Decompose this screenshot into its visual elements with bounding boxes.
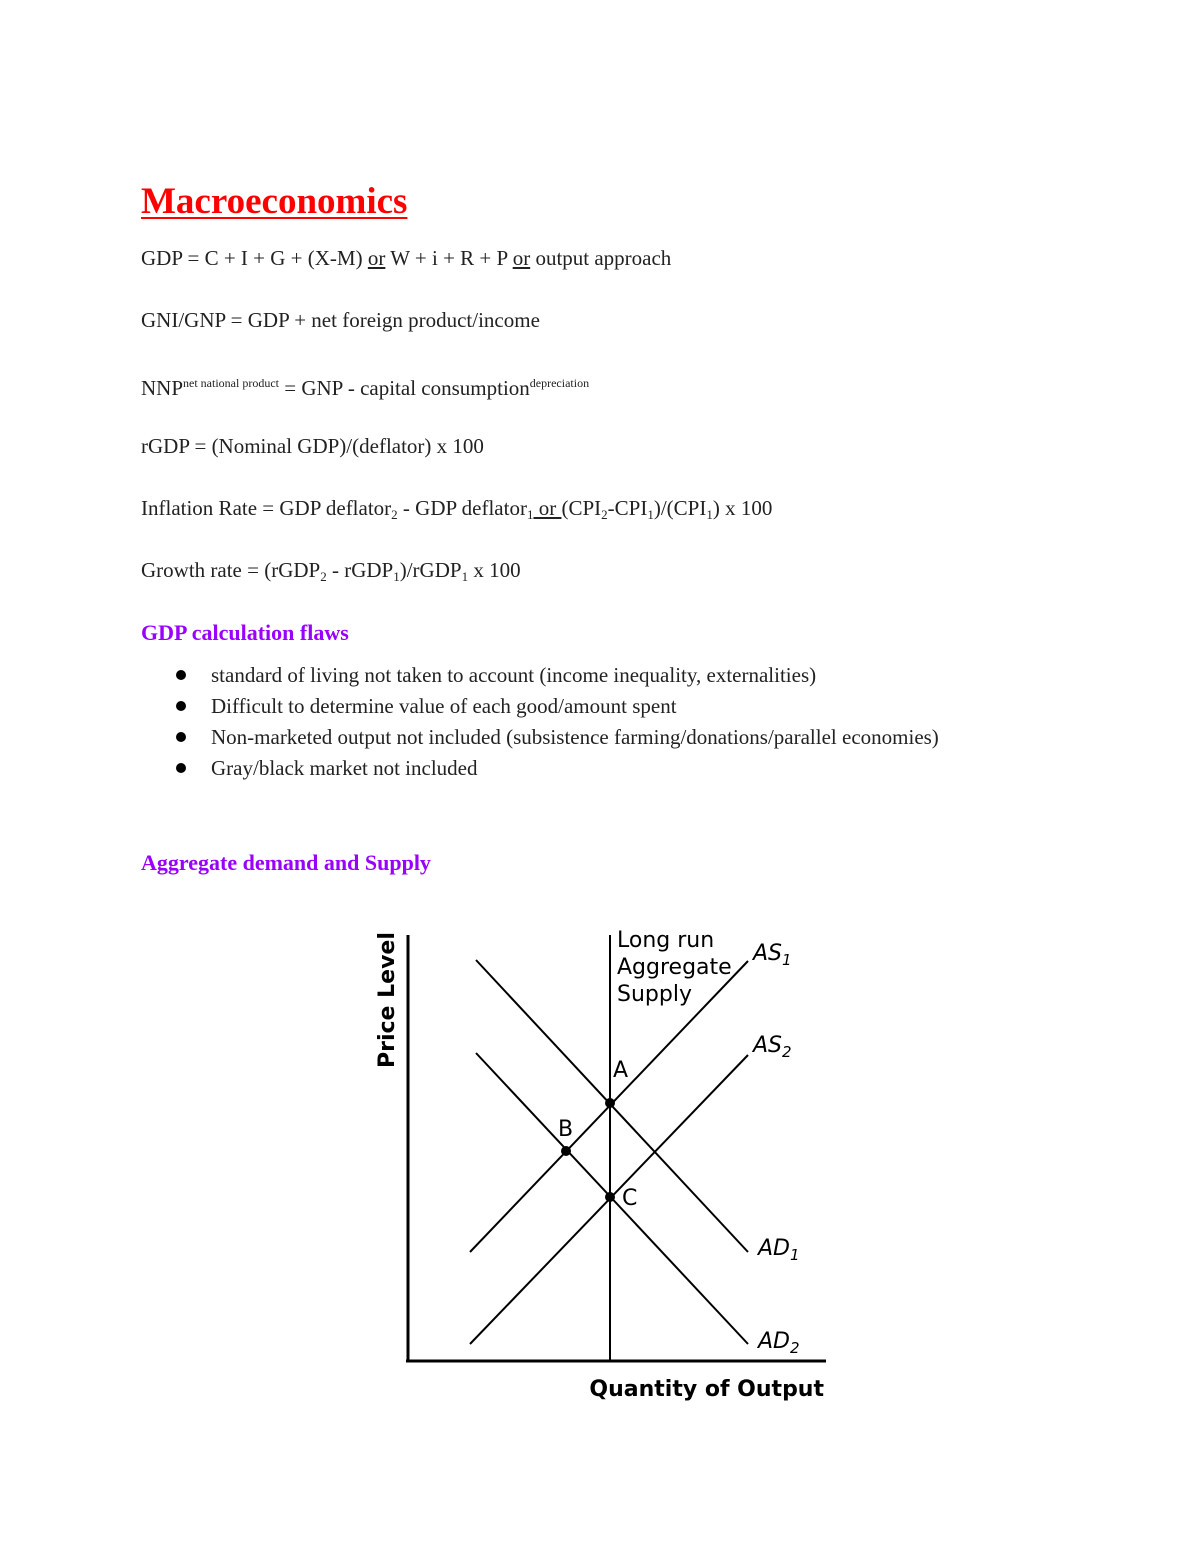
ad-as-heading: Aggregate demand and Supply bbox=[141, 850, 431, 875]
nnp-formula: $NNP^{net national product}$ = GNP - capital consumption$^{depreciation}$ bbox=[141, 376, 590, 400]
lras-label-line-3: Supply bbox=[617, 982, 692, 1007]
as2-label: $AS_2$ bbox=[753, 1033, 792, 1061]
gdp-flaws-list bbox=[176, 660, 939, 784]
point-b bbox=[561, 1146, 571, 1156]
list-item: Gray/black market not included bbox=[176, 753, 939, 784]
lras-label-line-1: Long run bbox=[617, 928, 715, 953]
bullet-icon bbox=[176, 701, 186, 711]
inflation-formula: Inflation Rate = GDP deflator$_2$ - GDP deflator$_1$ or $(CPI_2-CPI_1)/(CPI_1)$ x 100 bbox=[141, 496, 773, 522]
list-item: Non-marketed output not included (subsistence farming/donations/parallel economies) bbox=[176, 722, 939, 753]
gdp-flaws-heading: GDP calculation flaws bbox=[141, 620, 349, 645]
list-item: Difficult to determine value of each good/amount spent bbox=[176, 691, 939, 722]
as1-label: $AS_1$ bbox=[753, 941, 792, 969]
rgdp-formula: rGDP = (Nominal GDP)/(deflator) x 100 bbox=[141, 434, 484, 458]
y-axis-label: Price Level bbox=[375, 932, 400, 1068]
bullet-icon bbox=[176, 670, 186, 680]
point-a bbox=[605, 1098, 615, 1108]
gdp-formula: GDP = C + I + G + (X-M) or W + i + R + P or output approach bbox=[141, 246, 672, 270]
point-c-label: C bbox=[622, 1186, 638, 1211]
point-a-label: A bbox=[613, 1058, 629, 1083]
ad1-label: $AD_1$ bbox=[758, 1236, 800, 1264]
ad-as-chart bbox=[360, 920, 840, 1410]
point-c bbox=[605, 1192, 615, 1202]
gni-formula: GNI/GNP = GDP + net foreign product/income bbox=[141, 308, 540, 332]
bullet-icon bbox=[176, 763, 186, 773]
growth-formula: Growth rate = (rGDP$_2$ - rGDP$_1$)/rGDP$_1$ x 100 bbox=[141, 558, 521, 584]
bullet-icon bbox=[176, 732, 186, 742]
list-item: standard of living not taken to account (income inequality, externalities) bbox=[176, 660, 939, 691]
x-axis-label: Quantity of Output bbox=[589, 1377, 824, 1402]
page-title: Macroeconomics bbox=[141, 181, 408, 222]
point-b-label: B bbox=[558, 1117, 574, 1142]
ad2-label: $AD_2$ bbox=[758, 1329, 800, 1357]
lras-label-line-2: Aggregate bbox=[617, 955, 732, 980]
